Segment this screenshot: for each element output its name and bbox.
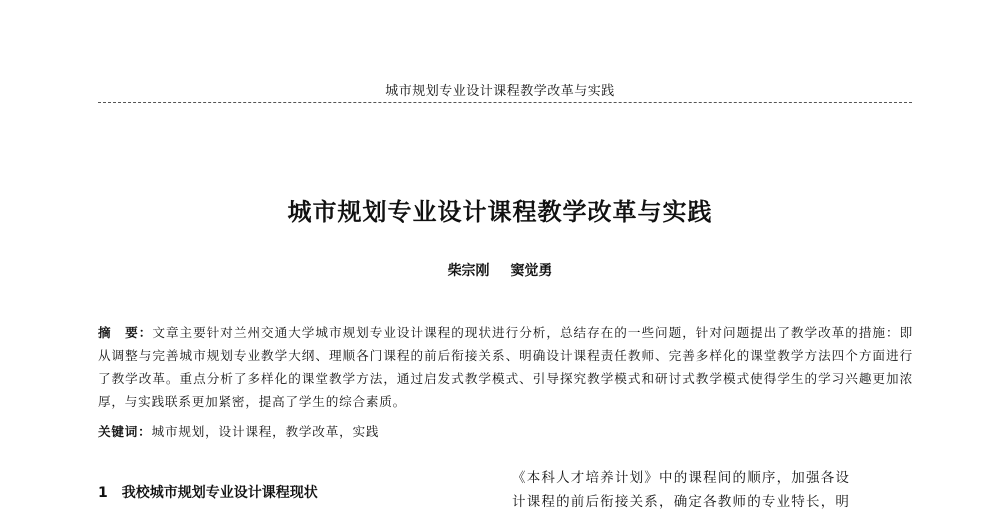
body-line: 计课程的前后衔接关系，确定各教师的专业特长，明: [512, 494, 851, 510]
header-rule: [98, 102, 912, 103]
author-name: 柴宗刚: [447, 263, 490, 279]
authors: [0, 260, 1000, 280]
keywords: [98, 420, 913, 443]
right-column-text: [512, 466, 914, 514]
keywords-text: 城市规划，设计课程，教学改革，实践: [151, 424, 380, 439]
section-heading: [98, 482, 318, 502]
abstract-label: 摘 要：: [98, 325, 153, 340]
abstract-text: 文章主要针对兰州交通大学城市规划专业设计课程的现状进行分析，总结存在的一些问题，针对问题提出了教学改革的措施：即从调整与完善城市规划专业教学大纲、理顺各门课程的前后衔接关系、明确设计课程责任教师、完善多样化的课堂教学方法四个方面进行了教学改革。重点分析了多样化的课堂教学方法，通过启发式教学模式、引导探究教学模式和研讨式教学模式使得学生的学习兴趣更加浓厚，与实践联系更加紧密，提高了学生的综合素质。: [98, 325, 913, 409]
section-number: 1: [98, 485, 108, 501]
body-line: 《本科人才培养计划》中的课程间的顺序，加强各设: [512, 470, 851, 486]
abstract: [98, 321, 913, 413]
author-name: 窦觉勇: [510, 263, 553, 279]
keywords-label: 关键词：: [98, 424, 152, 439]
paper-title: 城市规划专业设计课程教学改革与实践: [287, 198, 713, 226]
running-header: 城市规划专业设计课程教学改革与实践: [385, 84, 615, 99]
section-title: 我校城市规划专业设计课程现状: [121, 485, 318, 501]
